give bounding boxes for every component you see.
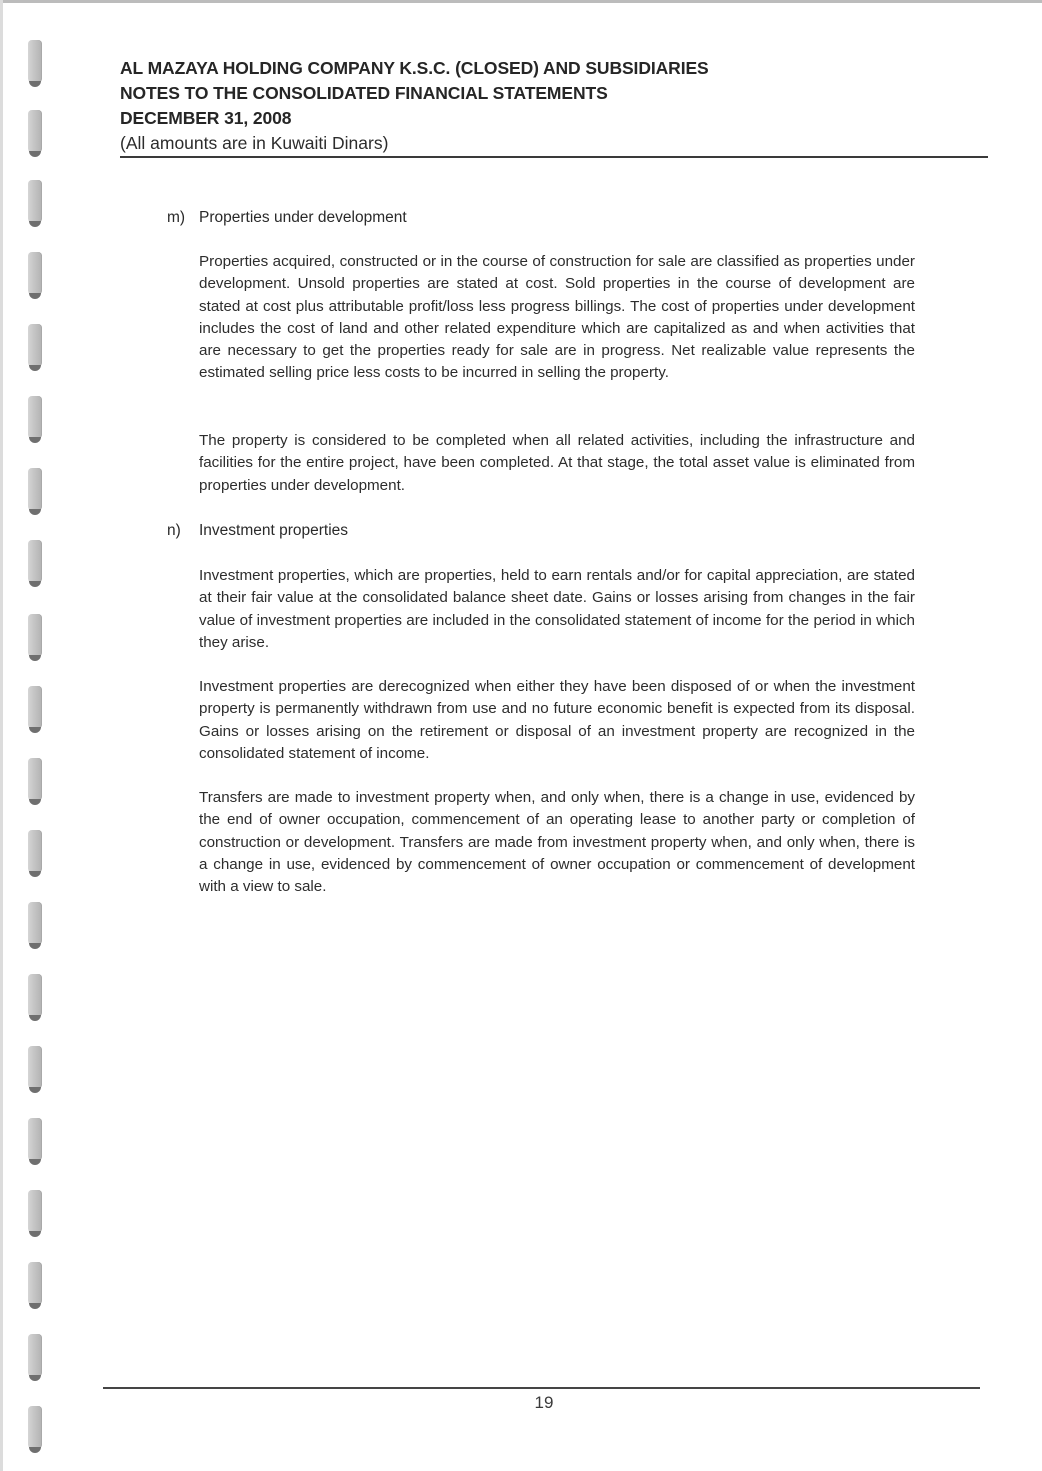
paragraph: Transfers are made to investment property when, and only when, there is a change in use, evidenced by the end of owner occupation, commencement of an operating lease to another party or completion of construction or development. Transfers are made from investment property when, and only when, there is a change in use, evidenced by commencement of owner occupation or commencement of development with a view to sale.	[199, 789, 915, 896]
binding-hole	[28, 1334, 42, 1378]
binding-hole	[28, 1046, 42, 1090]
binding-hole	[28, 180, 42, 224]
binding-hole	[28, 252, 42, 296]
section-heading-investment-properties	[167, 520, 348, 542]
binding-hole	[28, 1118, 42, 1162]
page-top-edge	[0, 0, 1042, 3]
binding-holes	[28, 40, 46, 1460]
binding-hole	[28, 1190, 42, 1234]
binding-hole	[28, 830, 42, 874]
binding-hole	[28, 324, 42, 368]
binding-hole	[28, 468, 42, 512]
section-marker: m)	[167, 209, 186, 226]
section-title: Investment properties	[199, 522, 349, 539]
paragraph: The property is considered to be completed when all related activities, including the infrastructure and facilities for the entire project, have been completed. At that stage, the total asset value is eliminated from properties under development.	[199, 432, 915, 494]
header-divider	[120, 156, 988, 158]
section-title: Properties under development	[199, 209, 407, 226]
statement-date: DECEMBER 31, 2008	[120, 108, 292, 128]
binding-hole	[28, 540, 42, 584]
binding-hole	[28, 902, 42, 946]
binding-hole	[28, 758, 42, 802]
company-name: AL MAZAYA HOLDING COMPANY K.S.C. (CLOSED) AND SUBSIDIARIES	[120, 58, 709, 78]
currency-note: (All amounts are in Kuwaiti Dinars)	[120, 133, 389, 153]
page-number: 19	[534, 1393, 554, 1412]
binding-hole	[28, 396, 42, 440]
footer-divider	[103, 1387, 980, 1389]
page-left-edge	[0, 0, 3, 1471]
paragraph: Properties acquired, constructed or in the course of construction for sale are classified as properties under development. Unsold properties are stated at cost. Sold properties in the course of development are stated at cost plus attributable profit/loss less progress billings. The cost of properties under development includes the cost of land and other related expenditure which are capitalized as and when activities that are necessary to get the properties ready for sale are in progress. Net realizable value represents the estimated selling price less costs to be incurred in selling the property.	[199, 253, 915, 382]
binding-hole	[28, 614, 42, 658]
section-heading-properties-under-development	[167, 207, 407, 229]
binding-hole	[28, 686, 42, 730]
document-header	[120, 56, 990, 155]
statement-title: NOTES TO THE CONSOLIDATED FINANCIAL STATEMENTS	[120, 83, 608, 103]
section-marker: n)	[167, 522, 181, 539]
binding-hole	[28, 110, 42, 154]
binding-hole	[28, 40, 42, 84]
paragraph: Investment properties are derecognized when either they have been disposed of or when the investment property is permanently withdrawn from use and no future economic benefit is expected from its disposal. Gains or losses arising on the retirement or disposal of an investment property are recognized in the consolidated statement of income.	[199, 678, 915, 762]
paragraph: Investment properties, which are properties, held to earn rentals and/or for capital appreciation, are stated at their fair value at the consolidated balance sheet date. Gains or losses arising from changes in the fair value of investment properties are included in the consolidated statement of income for the period in which they arise.	[199, 567, 915, 651]
binding-hole	[28, 1262, 42, 1306]
binding-hole	[28, 974, 42, 1018]
